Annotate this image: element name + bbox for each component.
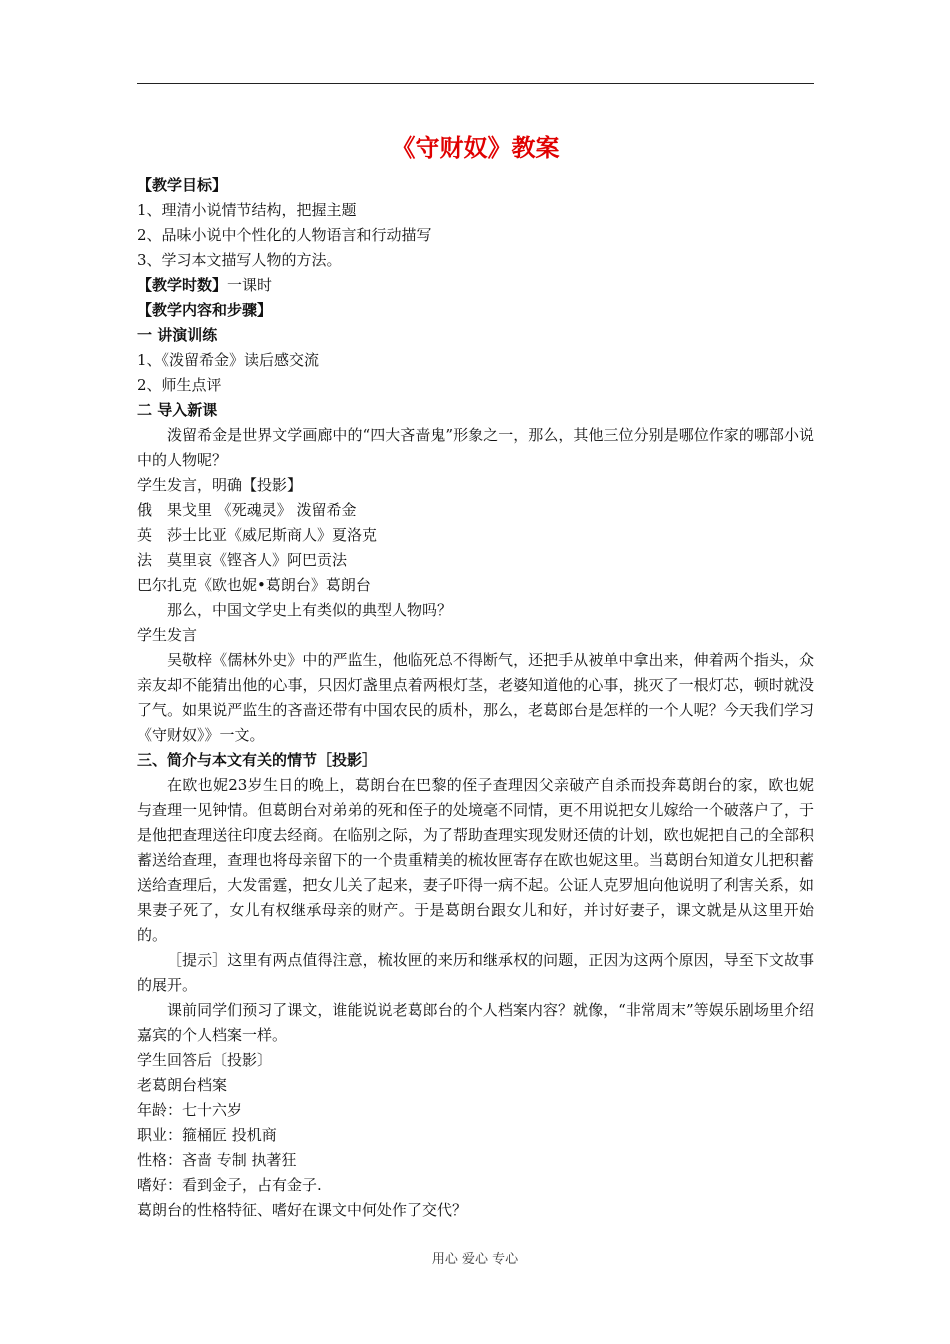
profile-line: 葛朗台的性格特征、嗜好在课文中何处作了交代？	[137, 1201, 468, 1219]
document-title: 《守财奴》教案	[391, 134, 560, 162]
goals-heading: 【教学目标】	[137, 176, 228, 194]
section-2-heading: 二 导入新课	[137, 401, 218, 419]
goal-item: 1、理清小说情节结构，把握主题	[137, 201, 357, 219]
section-1-item: 2、师生点评	[137, 376, 222, 394]
section-3-heading: 三、简介与本文有关的情节［投影］	[137, 751, 378, 769]
section-2-paragraph: 那么，中国文学史上有类似的典型人物吗？	[167, 601, 453, 619]
page-footer: 用心 爱心 专心	[431, 1252, 519, 1267]
profile-line: 性格：吝啬 专制 执著狂	[137, 1151, 297, 1169]
section-2-line: 学生发言，明确【投影】	[137, 476, 303, 494]
character-list-item: 英 莎士比亚《威尼斯商人》夏洛克	[137, 526, 378, 544]
section-3-paragraph: 在欧也妮23岁生日的晚上，葛朗台在巴黎的侄子查理因父亲破产自杀而投奔葛朗台的家，欧也妮与查理一见钟情。但葛朗台对弟弟的死和侄子的处境毫不同情，更不用说把女儿嫁给一个破落户了，于是他把查理送往印度去经商。在临别之际，为了帮助查理实现发财还债的计划，欧也妮把自己的全部积蓄送给查理，查理也将母亲留下的一个贵重精美的梳妆匣寄存在欧也妮这里。当葛朗台知道女儿把积蓄送给查理后，大发雷霆，把女儿关了起来，妻子吓得一病不起。公证人克罗旭向他说明了利害关系，如果妻子死了，女儿有权继承母亲的财产。于是葛朗台跟女儿和好，并讨好妻子，课文就是从这里开始的。	[137, 776, 814, 944]
section-2-line: 学生发言	[137, 626, 198, 644]
character-list-item: 俄 果戈里 《死魂灵》 泼留希金	[137, 501, 357, 519]
goal-item: 2、品味小说中个性化的人物语言和行动描写	[137, 226, 432, 244]
section-2-paragraph: 泼留希金是世界文学画廊中的“四大吝啬鬼”形象之一，那么，其他三位分别是哪位作家的哪部小说中的人物呢？	[137, 426, 814, 469]
goal-item: 3、学习本文描写人物的方法。	[137, 251, 342, 269]
profile-line: 老葛朗台档案	[137, 1076, 228, 1094]
profile-line: 年龄：七十六岁	[137, 1101, 243, 1119]
profile-line: 嗜好：看到金子，占有金子.	[137, 1176, 322, 1194]
character-list-item: 巴尔扎克《欧也妮•葛朗台》葛朗台	[137, 576, 371, 594]
section-3-paragraph: ［提示］这里有两点值得注意，梳妆匣的来历和继承权的问题，正因为这两个原因，导至下文故事的展开。	[137, 951, 814, 994]
section-2-paragraph: 吴敬梓《儒林外史》中的严监生，他临死总不得断气，还把手从被单中拿出来，伸着两个指头，众亲友却不能猜出他的心事，只因灯盏里点着两根灯茎，老婆知道他的心事，挑灭了一根灯芯，顿时就没了气。如果说严监生的吝啬还带有中国农民的质朴，那么，老葛郎台是怎样的一个人呢？今天我们学习《守财奴》》一文。	[137, 651, 814, 744]
hours-heading: 【教学时数】	[137, 276, 228, 294]
section-1-item: 1、《泼留希金》读后感交流	[137, 351, 320, 369]
section-1-heading: 一 讲演训练	[137, 326, 218, 344]
hours-value: 一课时	[227, 276, 273, 294]
character-list-item: 法 莫里哀《铿吝人》阿巴贡法	[137, 551, 348, 569]
header-rule	[137, 83, 814, 84]
profile-line: 学生回答后〔投影〕	[137, 1051, 273, 1069]
content-heading: 【教学内容和步骤】	[137, 301, 273, 319]
hours-line	[137, 273, 814, 298]
profile-line: 职业：箍桶匠 投机商	[137, 1126, 277, 1144]
section-3-paragraph: 课前同学们预习了课文，谁能说说老葛郎台的个人档案内容？就像，“非常周末”等娱乐剧场里介绍嘉宾的个人档案一样。	[137, 1001, 814, 1044]
document-body	[137, 128, 814, 1223]
